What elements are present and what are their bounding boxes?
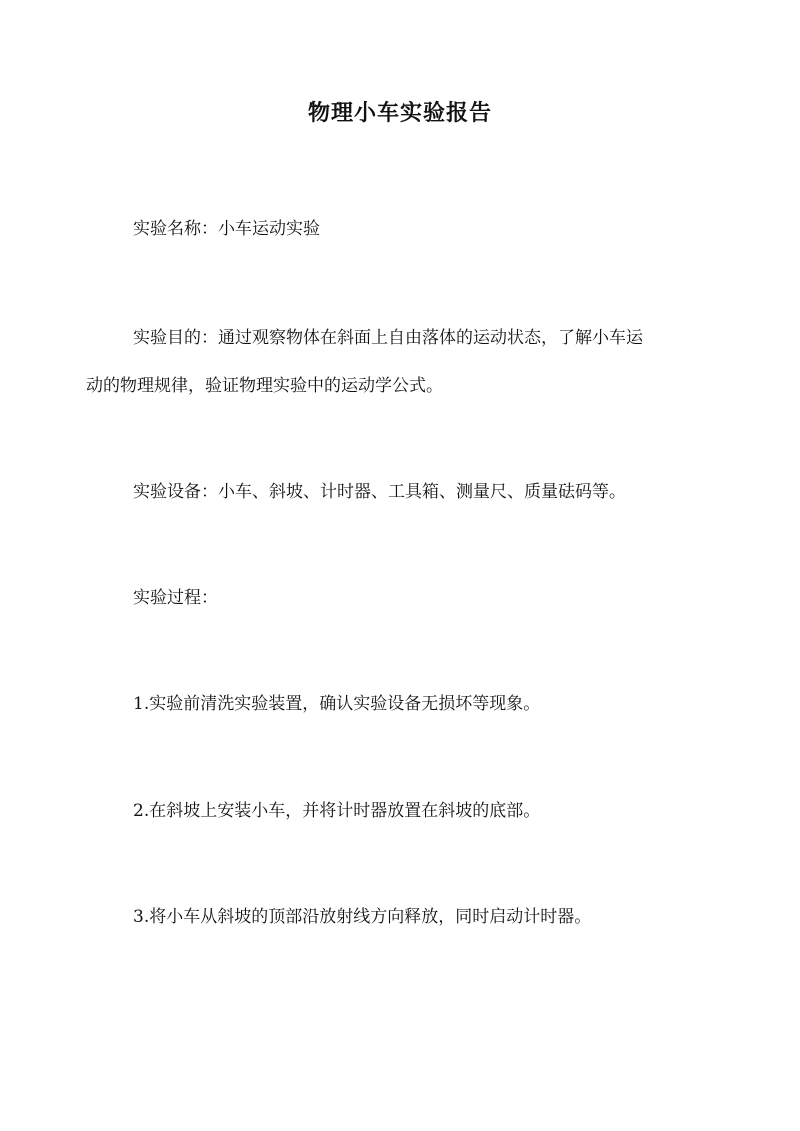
process-heading: 实验过程： (133, 588, 218, 608)
experiment-purpose (86, 314, 716, 410)
purpose-line-2: 动的物理规律，验证物理实验中的运动学公式。 (86, 376, 443, 396)
process-step-2: 2.在斜坡上安装小车，并将计时器放置在斜坡的底部。 (133, 801, 541, 821)
experiment-equipment: 实验设备：小车、斜坡、计时器、工具箱、测量尺、质量砝码等。 (133, 482, 626, 502)
purpose-line-1: 实验目的：通过观察物体在斜面上自由落体的运动状态，了解小车运 (133, 328, 643, 348)
process-step-1: 1.实验前清洗实验装置，确认实验设备无损坏等现象。 (133, 694, 541, 714)
document-title: 物理小车实验报告 (307, 100, 492, 126)
experiment-name: 实验名称：小车运动实验 (133, 219, 320, 239)
process-step-3: 3.将小车从斜坡的顶部沿放射线方向释放，同时启动计时器。 (133, 907, 592, 927)
